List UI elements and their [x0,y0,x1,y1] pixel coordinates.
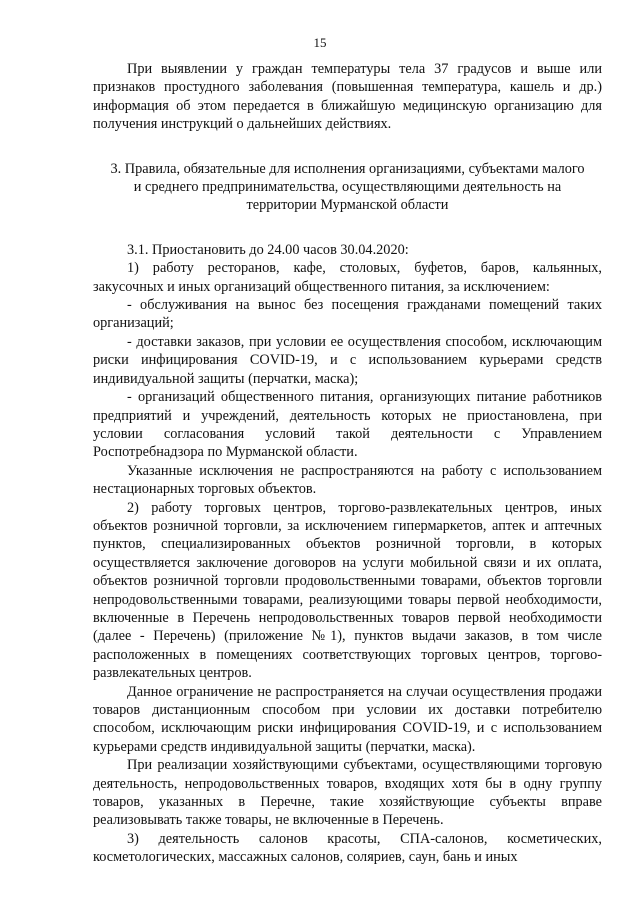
intro-paragraph: При выявлении у граждан температуры тела 37 градусов и выше или признаков простудного заболевания (повышенная температура, кашель и др.) информация об этом передается в ближайшую медицинскую организацию для получения инструкций о дальнейших действиях. [93,61,602,133]
paragraph: Указанные исключения не распространяются на работу с использованием нестационарных торговых объектов. [93,462,602,498]
paragraph: - доставки заказов, при условии ее осуществления способом, исключающим риски инфицирования COVID-19, и с использованием курьерами средств индивидуальной защиты (перчатки, маска); [93,333,602,387]
document-body [93,60,602,867]
paragraph: 1) работу ресторанов, кафе, столовых, буфетов, баров, кальянных, закусочных и иных организаций общественного питания, за исключением: [93,260,602,295]
paragraph: При реализации хозяйствующими субъектами, осуществляющими торговую деятельность, непродовольственных товаров, входящих хотя бы в одну группу товаров, указанных в Перечне, такие хозяйствующие субъекты вправе реализовывать также товары, не включенные в Перечень. [93,757,602,829]
paragraph: 3.1. Приостановить до 24.00 часов 30.04.2020: [127,241,409,258]
paragraph: - обслуживания на вынос без посещения гражданами помещений таких организаций; [93,297,602,332]
section-heading: 3. Правила, обязательные для исполнения организациями, субъектами малого и среднего предпринимательства, осуществляющими деятельность на территории Мурманской области [110,160,585,214]
paragraph: 2) работу торговых центров, торгово-развлекательных центров, иных объектов розничной торговли, за исключением гипермаркетов, аптек и аптечных пунктов, специализированных объектов розничной торговли, в которых осуществляется заключение договоров на услуги мобильной связи и их оплата, объектов розничной торговли продовольственными товарами, объектов торговли непродовольственными товарами, реализующими товары первой необходимости, включенные в Перечень непродовольственных товаров первой необходимости (далее - Перечень) (приложение №1), пунктов выдачи заказов, в том числе расположенных в помещениях соответствующих торговых центров, торгово-развлекательных центров. [93,499,602,682]
paragraph: 3) деятельность салонов красоты, СПА-салонов, косметических, косметологических, массажных салонов, соляриев, саун, бань и иных [93,830,602,866]
paragraph: Данное ограничение не распространяется на случаи осуществления продажи товаров дистанционным способом при условии их доставки потребителю способом, исключающим риски инфицирования COVID-19, и с использованием курьерами средств индивидуальной защиты (перчатки, маска). [93,683,602,755]
paragraph: - организаций общественного питания, организующих питание работников предприятий и учреждений, деятельность которых не приостановлена, при условии согласования условий такой деятельности с Управлением Роспотребнадзора по Мурманской области. [93,389,602,461]
page-number: 15 [313,35,327,50]
